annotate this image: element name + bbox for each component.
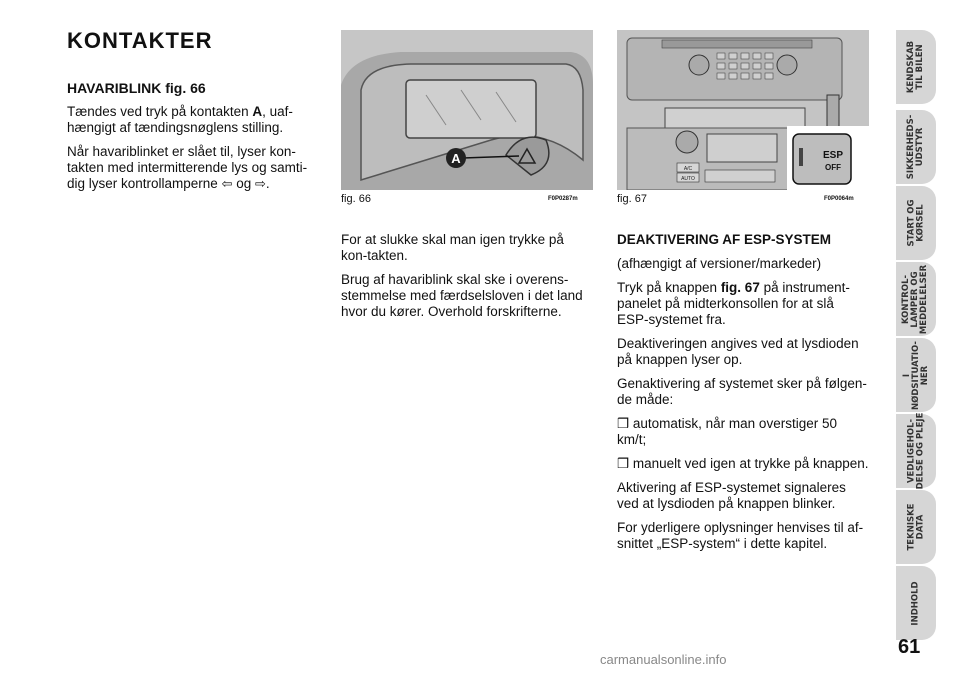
off-label: OFF — [825, 163, 841, 172]
figure-66-caption: fig. 66 — [341, 193, 371, 205]
paragraph-hazard-activation — [67, 104, 322, 136]
checkbox-icon: ❒ — [617, 416, 630, 431]
tab-label: KONTROL- LAMPER OG MEDDELELSER — [901, 264, 930, 334]
tab-label: KENDSKAB TIL BILEN — [906, 40, 926, 94]
bullet-text: automatisk, når man overstiger 50 km/t; — [617, 416, 837, 447]
column-right — [617, 232, 869, 560]
text-run: , uaf-hængigt af tændingsnøglens stilling. — [67, 104, 293, 135]
tab-label: TEKNISKE DATA — [906, 503, 926, 551]
column-middle — [341, 232, 593, 328]
chapter-tabs — [896, 30, 960, 635]
switch-label-a: A — [252, 104, 263, 119]
column-left — [67, 80, 322, 200]
figure-67-image — [617, 30, 869, 190]
text-run: på instrument-panelet på midterkonsollen for at slå ESP-systemet fra. — [617, 280, 850, 327]
text-run: . — [265, 176, 270, 191]
paragraph-esp-more-info: For yderligere oplysninger henvises til af-snittet „ESP-system“ i dette kapitel. — [617, 520, 864, 551]
esp-button-illustration — [617, 30, 869, 190]
tab-label: START OG KØRSEL — [906, 199, 925, 247]
page-number: 61 — [898, 636, 921, 658]
tab-start-og-korsel[interactable] — [896, 186, 936, 260]
callout-a-label: A — [451, 151, 461, 166]
text-run: Når havariblinket er slået til, lyser kon-takten med intermitterende lys og samti-dig lyser kontrollamperne — [67, 144, 308, 191]
paragraph-esp-deactivate — [617, 280, 869, 328]
tab-label: SIKKERHEDS- UDSTYR — [906, 114, 925, 180]
tab-vedligeholdelse[interactable] — [896, 414, 936, 488]
paragraph-esp-led: Deaktiveringen angives ved at lysdioden på knappen lyser op. — [617, 336, 859, 367]
watermark: carmanualsonline.info — [600, 652, 727, 667]
tab-kendskab-til-bilen[interactable] — [896, 30, 936, 104]
right-arrow-icon: ⇨ — [255, 176, 266, 191]
paragraph-esp-reactivate: Genaktivering af systemet sker på følgen-de måde: — [617, 376, 867, 407]
auto-button-label: AUTO — [681, 176, 695, 182]
tab-kontrollamper[interactable] — [896, 262, 936, 336]
figure-ref: fig. 67 — [720, 280, 760, 295]
bullet-item — [617, 416, 869, 448]
section-heading-esp: DEAKTIVERING AF ESP-SYSTEM — [617, 232, 832, 247]
tab-label: I NØDSITUATIO- NER — [901, 340, 930, 410]
section-heading-hazard: HAVARIBLINK fig. 66 — [67, 80, 206, 96]
tab-label: VEDLIGEHOL- DELSE OG PLEJE — [906, 412, 925, 490]
figure-67-caption: fig. 67 — [617, 193, 647, 205]
text-run: og — [232, 176, 256, 191]
tab-tekniske-data[interactable] — [896, 490, 936, 564]
tab-sikkerhedsudstyr[interactable] — [896, 110, 936, 184]
esp-label: ESP — [822, 150, 844, 161]
ac-button-label: A/C — [683, 166, 693, 172]
figure-66-code: F0P0287m — [548, 196, 578, 202]
paragraph-hazard-off: For at slukke skal man igen trykke på kon-takten. — [341, 232, 564, 263]
tab-label: INDHOLD — [910, 580, 921, 626]
hazard-switch-illustration — [341, 30, 593, 190]
paragraph-hazard-indicator — [67, 144, 322, 192]
page-title: KONTAKTER — [67, 28, 213, 53]
bullet-item — [617, 456, 869, 472]
text-run: Tryk på knappen — [617, 280, 721, 295]
paragraph-esp-blink: Aktivering af ESP-systemet signaleres ved at lysdioden på knappen blinker. — [617, 480, 846, 511]
figure-66-image — [341, 30, 593, 190]
paragraph-hazard-rules: Brug af havariblink skal ske i overens-stemmelse med færdselsloven i det land hvor du kører. Overhold forskrifterne. — [341, 272, 583, 319]
left-arrow-icon: ⇦ — [221, 176, 233, 191]
tab-nodsituationer[interactable] — [896, 338, 936, 412]
bullet-text: manuelt ved igen at trykke på knappen. — [632, 456, 869, 471]
section-subheading-esp: (afhængigt af versioner/markeder) — [617, 256, 822, 271]
tab-indhold[interactable] — [896, 566, 936, 640]
figure-67-code: F0P0064m — [824, 196, 854, 202]
checkbox-icon: ❒ — [617, 456, 630, 471]
text-run: Tændes ved tryk på kontakten — [67, 104, 253, 119]
